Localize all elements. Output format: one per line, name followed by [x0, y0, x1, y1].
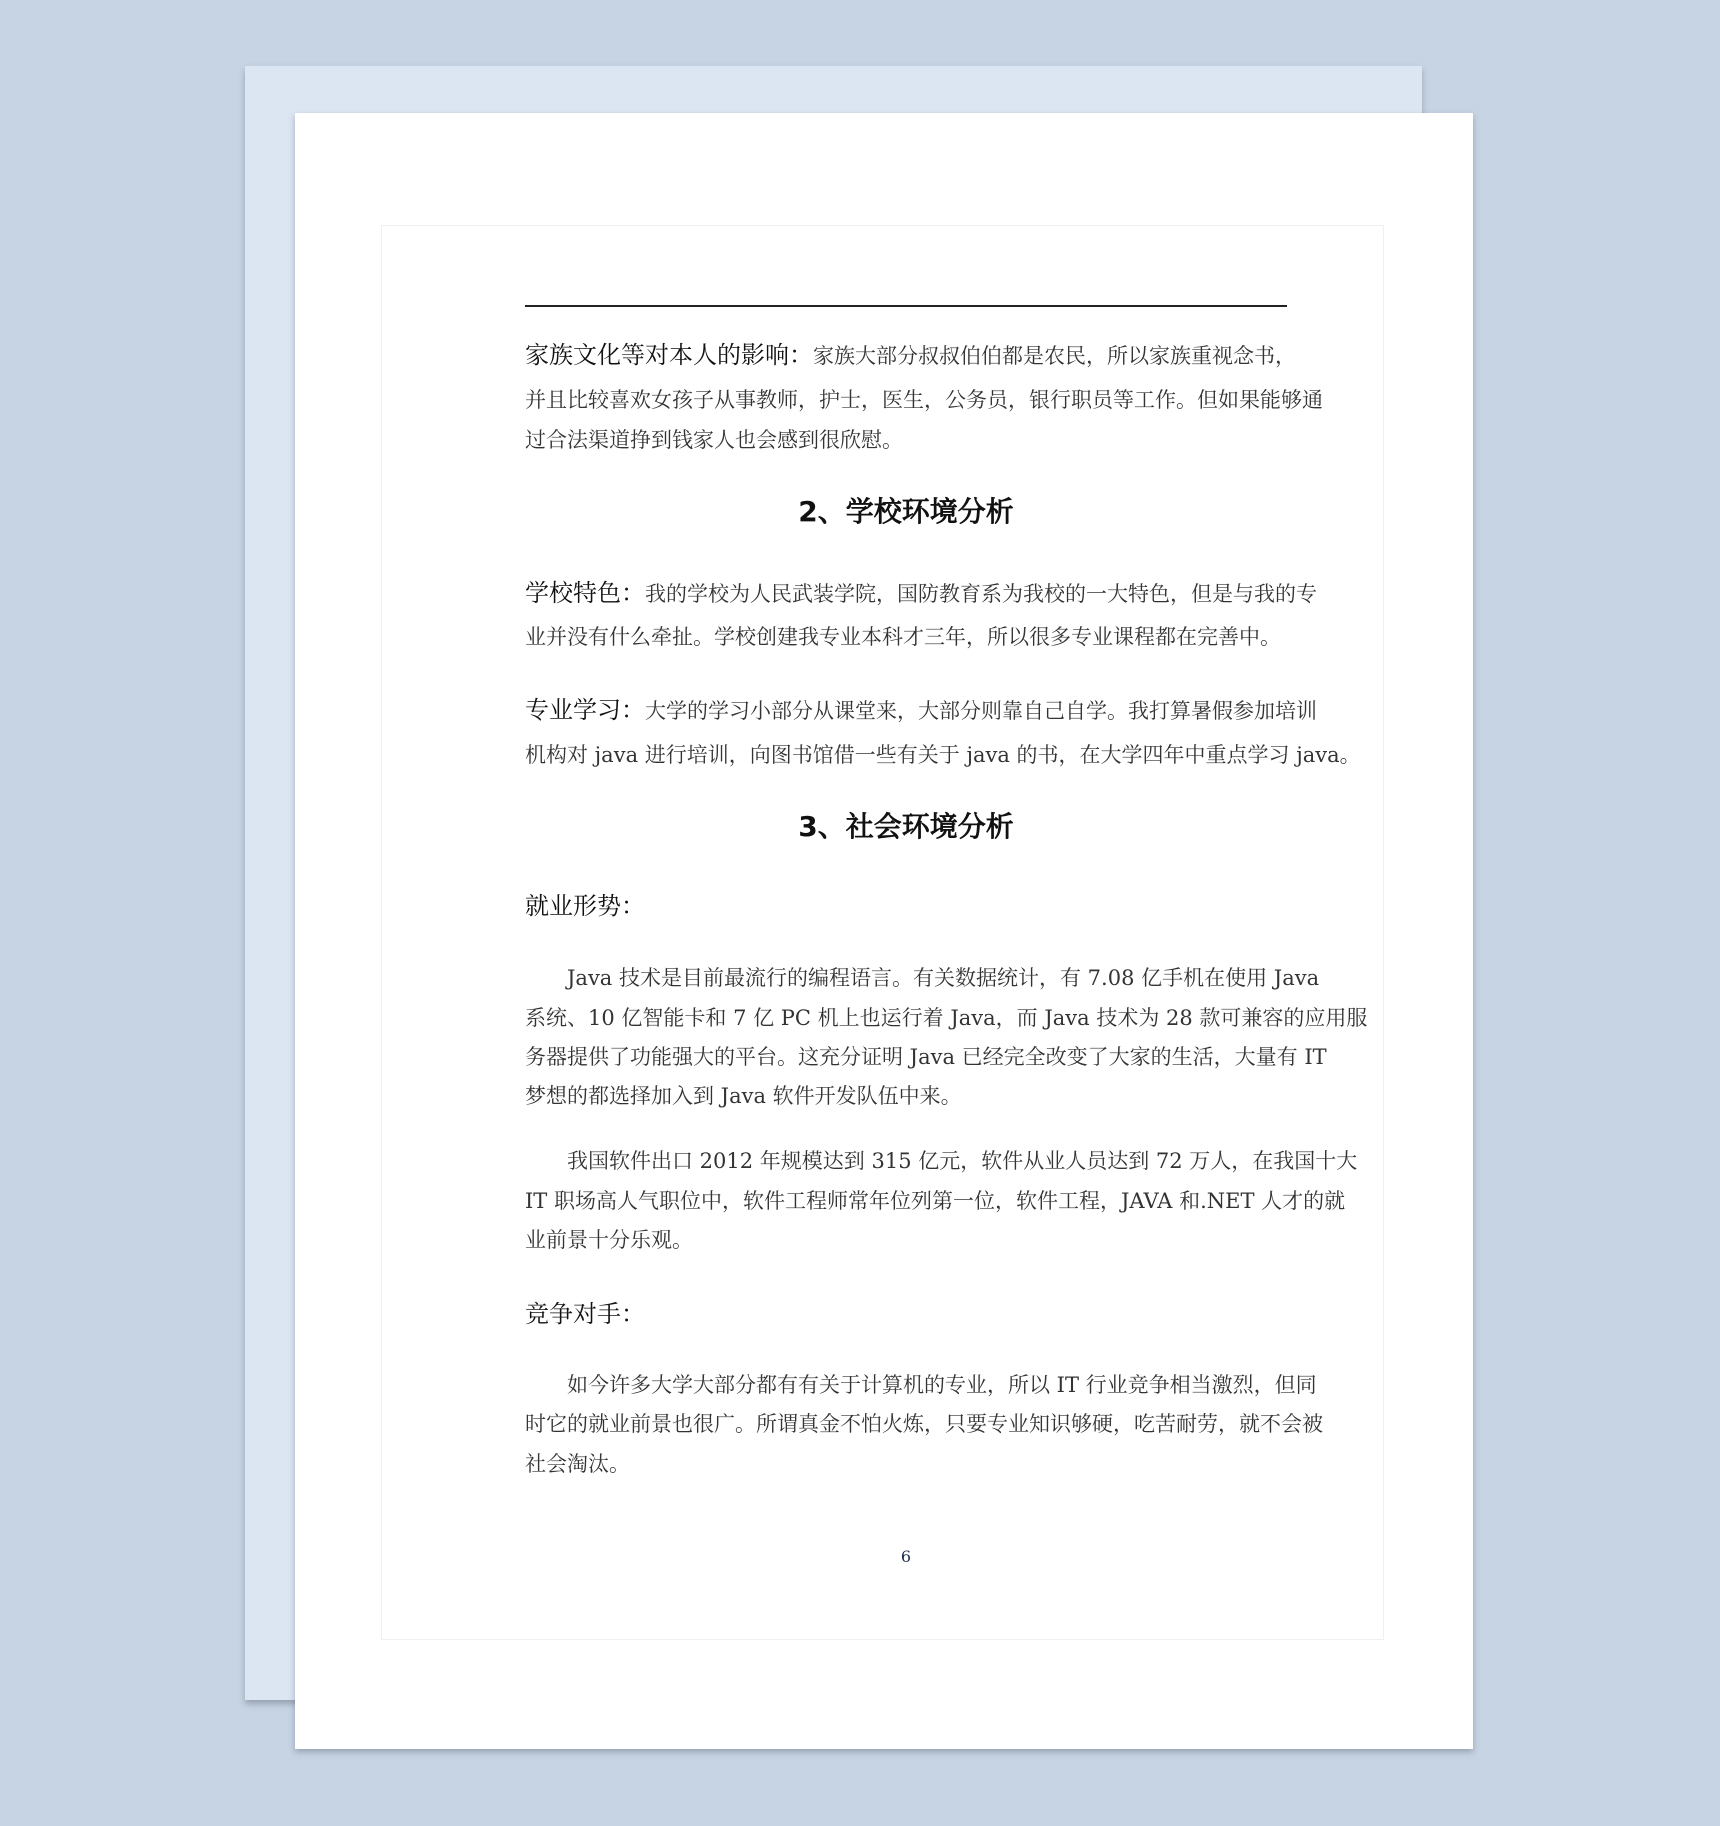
text: 我的学校为人民武装学院，国防教育系为我校的一大特色，但是与我的专: [645, 582, 1317, 606]
paragraph-line: [525, 690, 1317, 730]
paragraph-line: 业并没有什么牵扯。学校创建我专业本科才三年，所以很多专业课程都在完善中。: [525, 625, 1281, 649]
section-heading: 2、学校环境分析: [798, 495, 1014, 528]
paragraph-line: 梦想的都选择加入到 Java 软件开发队伍中来。: [525, 1084, 962, 1108]
header-rule: [525, 305, 1287, 307]
employment-label: 就业形势：: [525, 892, 645, 920]
paragraph-line: 系统、10 亿智能卡和 7 亿 PC 机上也运行着 Java，而 Java 技术为 28 款可兼容的应用服: [525, 1006, 1368, 1030]
paragraph-line: [525, 335, 1296, 375]
paragraph-line: 如今许多大学大部分都有有关于计算机的专业，所以 IT 行业竞争相当激烈，但同: [567, 1373, 1317, 1397]
competition-label: 竞争对手：: [525, 1300, 645, 1328]
paragraph-line: IT 职场高人气职位中，软件工程师常年位列第一位，软件工程，JAVA 和.NET 人才的就: [525, 1189, 1346, 1213]
paragraph-line: 机构对 java 进行培训，向图书馆借一些有关于 java 的书，在大学四年中重点学习 java。: [525, 743, 1361, 767]
study-label: 专业学习：: [525, 696, 645, 724]
paragraph-line: 业前景十分乐观。: [525, 1228, 693, 1252]
paragraph-line: 社会淘汰。: [525, 1452, 630, 1476]
paragraph-line: [525, 573, 1317, 613]
school-label: 学校特色：: [525, 579, 645, 607]
paragraph-line: 我国软件出口 2012 年规模达到 315 亿元，软件从业人员达到 72 万人，在我国十大: [567, 1149, 1358, 1173]
section-heading: 3、社会环境分析: [798, 810, 1014, 843]
paragraph-line: 时它的就业前景也很广。所谓真金不怕火炼，只要专业知识够硬，吃苦耐劳，就不会被: [525, 1412, 1323, 1436]
family-label: 家族文化等对本人的影响：: [525, 341, 813, 369]
paragraph-line: 务器提供了功能强大的平台。这充分证明 Java 已经完全改变了大家的生活，大量有 IT: [525, 1045, 1327, 1069]
paragraph-line: 并且比较喜欢女孩子从事教师，护士，医生，公务员，银行职员等工作。但如果能够通: [525, 388, 1323, 412]
paragraph-line: Java 技术是目前最流行的编程语言。有关数据统计，有 7.08 亿手机在使用 Java: [567, 966, 1320, 990]
text: 大学的学习小部分从课堂来，大部分则靠自己自学。我打算暑假参加培训: [645, 699, 1317, 723]
paragraph-line: 过合法渠道挣到钱家人也会感到很欣慰。: [525, 428, 903, 452]
page-number: 6: [900, 1547, 912, 1566]
text: 家族大部分叔叔伯伯都是农民，所以家族重视念书，: [813, 344, 1296, 368]
